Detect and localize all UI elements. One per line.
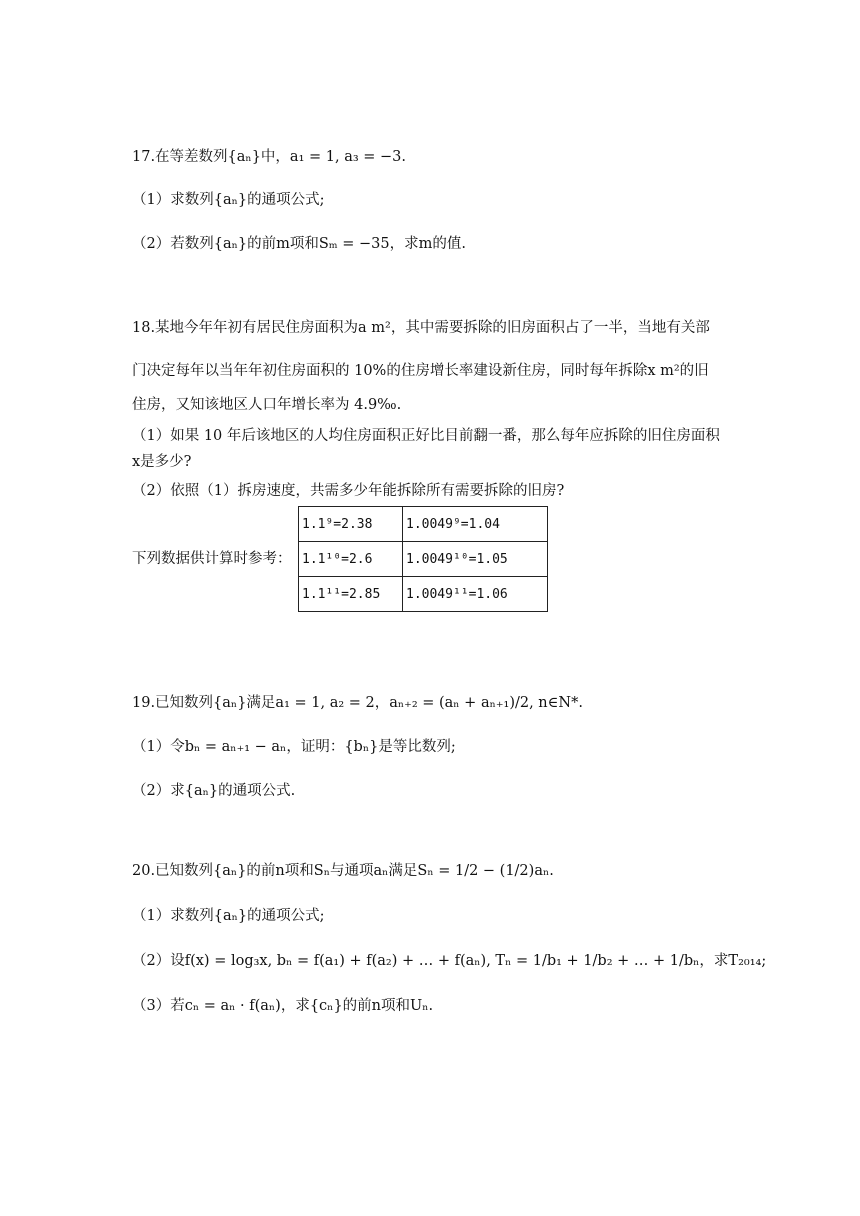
- table-cell: 1.1⁹=2.38: [299, 507, 403, 542]
- table-cell: 1.1¹⁰=2.6: [299, 542, 403, 577]
- table-cell: 1.1¹¹=2.85: [299, 577, 403, 612]
- table-cell: 1.0049¹⁰=1.05: [403, 542, 548, 577]
- table-cell: 1.0049¹¹=1.06: [403, 577, 548, 612]
- q20-part1: （1）求数列{aₙ}的通项公式;: [132, 908, 325, 924]
- table-row: [299, 507, 548, 542]
- q18-part1-line2: x是多少?: [132, 454, 192, 470]
- q19-title: 19.已知数列{aₙ}满足a₁ = 1, a₂ = 2，aₙ₊₂ = (aₙ + aₙ₊₁)/2, n∈N*.: [132, 695, 583, 711]
- q17-part1: （1）求数列{aₙ}的通项公式;: [132, 192, 325, 208]
- table-row: [299, 542, 548, 577]
- q18-reference-table: [298, 506, 548, 612]
- q20-part2: （2）设f(x) = log₃x, bₙ = f(a₁) + f(a₂) + … + f(aₙ), Tₙ = 1/b₁ + 1/b₂ + … + 1/bₙ，求T₂₀₁₄;: [132, 953, 767, 969]
- q18-line1: 18.某地今年年初有居民住房面积为a m²，其中需要拆除的旧房面积占了一半，当地有关部: [132, 320, 710, 336]
- q18-line3: 住房，又知该地区人口年增长率为 4.9‰.: [132, 397, 402, 413]
- q19-part1: （1）令bₙ = aₙ₊₁ − aₙ，证明：{bₙ}是等比数列;: [132, 739, 456, 755]
- q18-part2: （2）依照（1）拆房速度，共需多少年能拆除所有需要拆除的旧房?: [132, 483, 565, 499]
- table-cell: 1.0049⁹=1.04: [403, 507, 548, 542]
- q20-part3: （3）若cₙ = aₙ · f(aₙ)，求{cₙ}的前n项和Uₙ.: [132, 998, 434, 1014]
- q20-title: 20.已知数列{aₙ}的前n项和Sₙ与通项aₙ满足Sₙ = 1/2 − (1/2)aₙ.: [132, 863, 554, 879]
- q18-table-label: 下列数据供计算时参考：: [132, 551, 292, 567]
- table-row: [299, 577, 548, 612]
- q17-title: 17.在等差数列{aₙ}中，a₁ = 1, a₃ = −3.: [132, 149, 407, 165]
- q18-line2: 门决定每年以当年年初住房面积的 10%的住房增长率建设新住房，同时每年拆除x m²的旧: [132, 363, 709, 379]
- q18-part1-line1: （1）如果 10 年后该地区的人均住房面积正好比目前翻一番，那么每年应拆除的旧住房面积: [132, 428, 720, 444]
- q19-part2: （2）求{aₙ}的通项公式.: [132, 783, 296, 799]
- q17-part2: （2）若数列{aₙ}的前m项和Sₘ = −35，求m的值.: [132, 236, 466, 252]
